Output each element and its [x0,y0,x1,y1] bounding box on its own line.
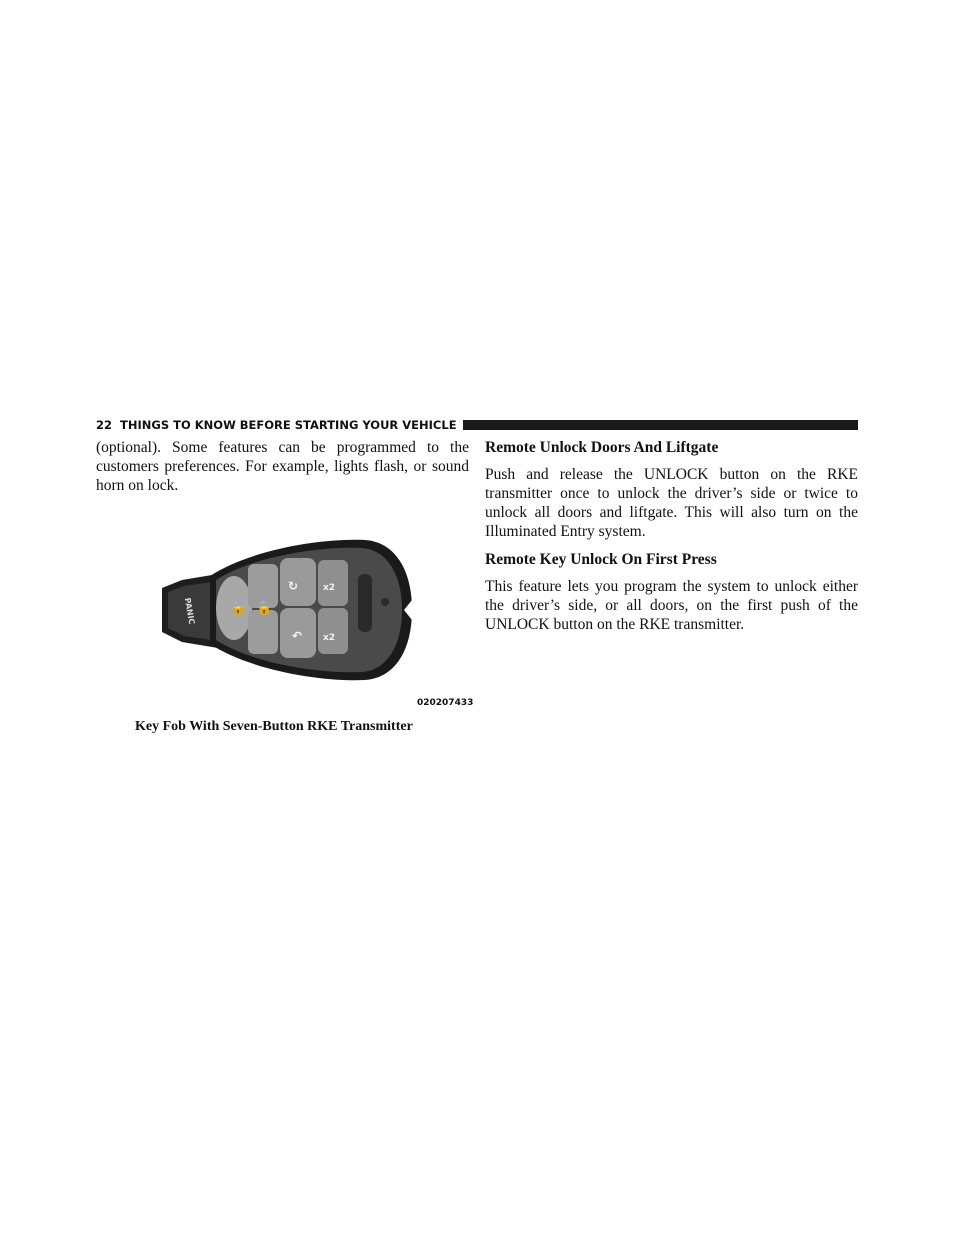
section2-text: This feature lets you program the system to unlock either the driver’s side, or all doors, on the first push of the UNLOCK button on the RKE transmitter. [485,578,858,633]
section1-text: Push and release the UNLOCK button on the RKE transmitter once to unlock the driver’s side or twice to unlock all doors and liftgate. This will also turn on the Illuminated Entry system. [485,466,858,540]
page-header [96,417,858,433]
right-column [485,438,858,634]
sliding-door-right-x2: x2 [323,633,336,643]
page-number: 22 [96,418,113,432]
header-text [96,417,457,433]
unlock-icon: 🔓 [230,601,247,616]
remote-start-icon: ↻ [288,579,299,593]
figure-code: 020207433 [417,698,474,708]
section1-heading: Remote Unlock Doors And Liftgate [485,439,719,456]
liftgate-icon: ↶ [292,629,303,643]
figure-caption: Key Fob With Seven-Button RKE Transmitter [135,719,413,734]
left-paragraph: (optional). Some features can be programmed to the customers preferences. For example, lights flash, or sound horn on lock. [96,439,469,494]
key-fob-illustration [150,528,470,708]
sliding-door-left-x2: x2 [323,583,336,593]
panic-label: PANIC [182,597,197,626]
header-bar [463,420,858,430]
section-title: THINGS TO KNOW BEFORE STARTING YOUR VEHICLE [120,418,457,432]
lock-icon: 🔒 [256,601,273,616]
section2-heading: Remote Key Unlock On First Press [485,551,717,568]
left-column [96,438,469,495]
key-fob-figure [150,528,470,708]
